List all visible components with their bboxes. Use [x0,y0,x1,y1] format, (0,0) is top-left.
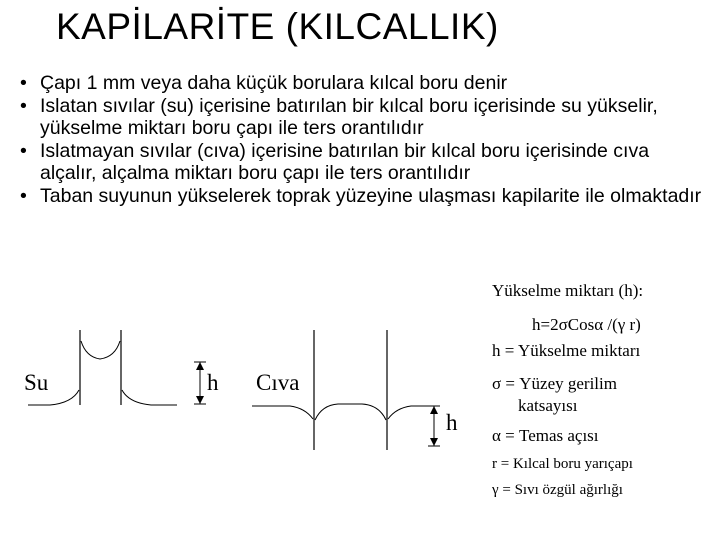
water-surface-right [122,390,177,405]
mercury-label: Cıva [256,370,300,395]
water-capillary-figure [28,330,206,405]
water-rise-arrowhead-down [196,396,204,404]
sigma-definition-cont: katsayısı [518,396,578,415]
mercury-surface-left [252,406,313,419]
water-height-label: h [207,370,219,395]
r-definition: r = Kılcal boru yarıçapı [492,456,633,472]
formula-equation: h=2σCosα /(γ r) [532,315,641,334]
formula-heading: Yükselme miktarı (h): [492,281,644,300]
gamma-definition: γ = Sıvı özgül ağırlığı [492,482,623,498]
mercury-drop-arrowhead-down [430,438,438,446]
water-label: Su [24,370,49,395]
slide-title: KAPİLARİTE (KILCALLIK) [56,6,499,47]
water-rise-arrowhead-up [196,362,204,370]
bullet-item: • Taban suyunun yükselerek toprak yüzeyine ulaşması kapilarite ile olmaktadır [20,185,710,208]
mercury-height-label: h [446,410,458,435]
water-meniscus [81,341,120,359]
bullet-item: • Islatan sıvılar (su) içerisine batırılan bir kılcal boru içerisinde su yükselir, yükselme miktarı boru çapı ile ters orantılıdır [20,95,710,140]
mercury-meniscus [315,404,386,420]
bullet-item: • Çapı 1 mm veya daha küçük borulara kılcal boru denir [20,72,710,95]
sigma-definition: σ = Yüzey gerilim [492,374,617,393]
mercury-drop-arrowhead-up [430,406,438,414]
bullet-item: • Islatmayan sıvılar (cıva) içerisine batırılan bir kılcal boru içerisinde cıva alçalır, alçalma miktarı boru çapı ile ters orantılıdır [20,140,710,185]
alpha-definition: α = Temas açısı [492,426,599,445]
h-definition: h = Yükselme miktarı [492,341,641,360]
